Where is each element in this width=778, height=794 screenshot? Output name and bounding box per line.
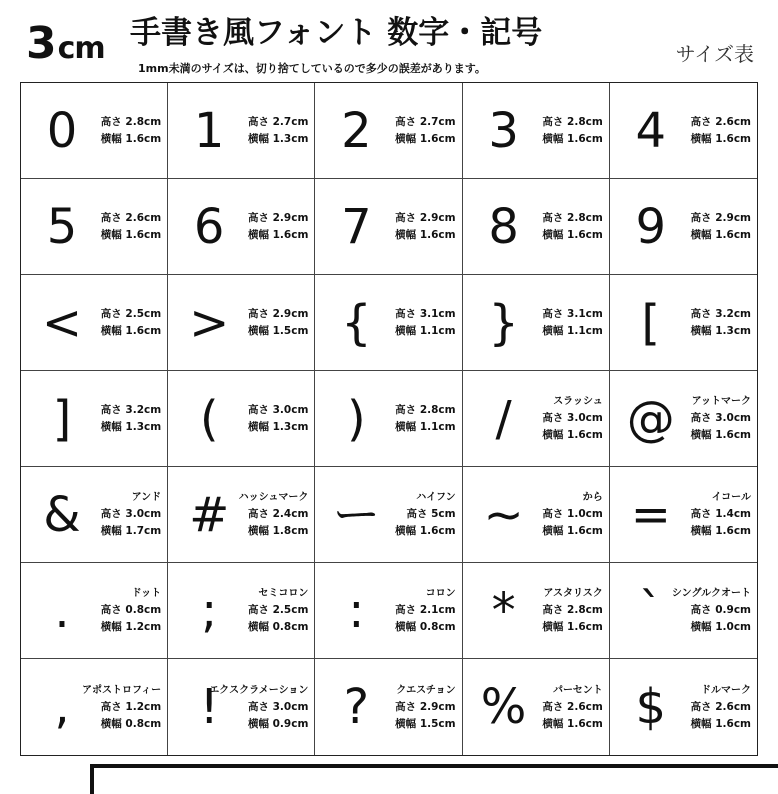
glyph-height: 高さ 3.2cm xyxy=(690,307,751,320)
glyph-sample: [ xyxy=(641,294,661,351)
glyph-width: 横幅 1.6cm xyxy=(690,132,751,145)
glyph-width: 横幅 1.6cm xyxy=(100,324,162,337)
glyph-info xyxy=(395,179,455,274)
glyph-sample: ! xyxy=(199,679,219,735)
glyph-width: 横幅 1.1cm xyxy=(542,324,603,337)
glyph-sample: , xyxy=(54,679,70,735)
glyph-height: 高さ 2.9cm xyxy=(247,211,309,224)
glyph-cell xyxy=(610,179,757,275)
glyph-info xyxy=(691,659,751,755)
glyph-height: 高さ 2.9cm xyxy=(690,211,751,224)
glyph-height: 高さ 2.9cm xyxy=(395,211,456,224)
glyph-width: 横幅 1.6cm xyxy=(690,717,751,730)
glyph-sample: $ xyxy=(635,679,667,735)
glyph-height: 高さ 2.8cm xyxy=(100,115,162,128)
glyph-width: 横幅 1.5cm xyxy=(395,717,456,730)
glyph-width: 横幅 1.6cm xyxy=(690,525,751,537)
glyph-info xyxy=(542,659,602,755)
glyph-cell xyxy=(315,275,462,371)
glyph-info xyxy=(248,275,308,370)
glyph-cell xyxy=(463,563,610,659)
glyph-height: 高さ 3.0cm xyxy=(247,700,309,713)
glyph-cell xyxy=(610,275,757,371)
glyph-info xyxy=(395,275,455,370)
glyph-caption: イコール xyxy=(711,492,751,503)
glyph-sample: ) xyxy=(347,390,366,447)
glyph-sample: 7 xyxy=(341,198,372,255)
glyph-cell xyxy=(168,467,315,563)
glyph-cell xyxy=(168,83,315,179)
bottom-frame xyxy=(90,764,778,794)
glyph-info xyxy=(248,83,308,178)
glyph-width: 横幅 0.8cm xyxy=(247,621,309,633)
glyph-cell xyxy=(463,659,610,755)
glyph-height: 高さ 2.6cm xyxy=(100,211,162,224)
glyph-sample: > xyxy=(189,294,230,351)
glyph-caption: アポストロフィー xyxy=(81,684,162,696)
glyph-info xyxy=(395,563,455,658)
glyph-info xyxy=(691,371,751,466)
glyph-info xyxy=(239,467,309,562)
glyph-height: 高さ 3.0cm xyxy=(542,412,603,424)
glyph-height: 高さ 3.0cm xyxy=(690,412,751,424)
glyph-caption: ドット xyxy=(131,588,162,599)
glyph-width: 横幅 1.6cm xyxy=(542,621,603,633)
glyph-sample: : xyxy=(348,582,365,639)
glyph-info xyxy=(691,179,751,274)
glyph-cell xyxy=(315,83,462,179)
glyph-width: 横幅 1.6cm xyxy=(542,717,603,730)
glyph-height: 高さ 3.2cm xyxy=(100,403,162,416)
glyph-width: 横幅 0.9cm xyxy=(247,717,309,730)
glyph-cell xyxy=(463,275,610,371)
glyph-sample: . xyxy=(54,582,70,639)
glyph-width: 横幅 1.3cm xyxy=(247,420,309,433)
glyph-width: 横幅 1.3cm xyxy=(690,324,751,337)
glyph-sample: { xyxy=(341,294,372,351)
glyph-sample: % xyxy=(480,679,527,735)
glyph-sample: 9 xyxy=(635,198,667,255)
glyph-sample: 6 xyxy=(193,198,225,255)
glyph-sample: 2 xyxy=(341,102,372,159)
glyph-height: 高さ 2.8cm xyxy=(542,604,603,616)
glyph-width: 横幅 1.6cm xyxy=(690,429,751,441)
glyph-sample: ? xyxy=(343,679,370,735)
glyph-caption: シングルクオート xyxy=(671,588,751,599)
glyph-sample: ; xyxy=(201,582,218,639)
glyph-sample: ~ xyxy=(483,486,524,543)
glyph-width: 横幅 1.6cm xyxy=(690,228,751,241)
glyph-sample: @ xyxy=(626,390,675,447)
glyph-cell xyxy=(168,179,315,275)
glyph-info xyxy=(248,371,308,466)
glyph-width: 横幅 1.6cm xyxy=(395,228,456,241)
glyph-width: 横幅 1.6cm xyxy=(542,228,603,241)
glyph-info xyxy=(542,467,602,562)
glyph-cell xyxy=(463,467,610,563)
size-label xyxy=(26,18,105,69)
glyph-caption: ハッシュマーク xyxy=(238,492,309,503)
glyph-height: 高さ 1.0cm xyxy=(542,508,603,520)
glyph-height: 高さ 2.4cm xyxy=(247,508,309,520)
glyph-info xyxy=(101,371,161,466)
glyph-info xyxy=(101,275,161,370)
glyph-height: 高さ 2.8cm xyxy=(395,403,456,416)
glyph-width: 横幅 1.1cm xyxy=(395,420,456,433)
page-title: 手書き風フォント 数字・記号 xyxy=(130,15,543,51)
glyph-sample: ` xyxy=(638,582,663,639)
glyph-cell xyxy=(610,467,757,563)
glyph-cell xyxy=(21,371,168,467)
glyph-cell xyxy=(463,371,610,467)
glyph-info xyxy=(395,83,455,178)
glyph-cell xyxy=(610,563,757,659)
glyph-width: 横幅 1.2cm xyxy=(100,621,162,633)
glyph-height: 高さ 2.7cm xyxy=(395,115,456,128)
glyph-info xyxy=(542,563,602,658)
glyph-sample: 5 xyxy=(46,198,78,255)
glyph-width: 横幅 1.6cm xyxy=(542,429,603,441)
size-unit: cm xyxy=(57,31,105,66)
glyph-info xyxy=(395,467,455,562)
glyph-cell xyxy=(168,275,315,371)
glyph-height: 高さ 0.9cm xyxy=(690,604,751,616)
page-subtitle: 1mm未満のサイズは、切り捨てしているので多少の誤差があります。 xyxy=(138,62,486,75)
glyph-cell xyxy=(315,659,462,755)
glyph-height: 高さ 1.2cm xyxy=(100,700,162,713)
glyph-sample: # xyxy=(189,486,230,543)
glyph-cell xyxy=(315,179,462,275)
glyph-height: 高さ 2.9cm xyxy=(247,307,309,320)
glyph-info xyxy=(672,563,751,658)
glyph-info xyxy=(248,563,308,658)
glyph-cell xyxy=(315,467,462,563)
glyph-caption: セミコロン xyxy=(258,588,309,599)
glyph-caption: ハイフン xyxy=(416,492,456,503)
glyph-cell xyxy=(21,83,168,179)
glyph-cell xyxy=(21,467,168,563)
glyph-height: 高さ 3.0cm xyxy=(100,508,162,520)
glyph-width: 横幅 1.0cm xyxy=(690,621,751,633)
glyph-info xyxy=(691,83,751,178)
glyph-info xyxy=(101,83,161,178)
glyph-cell xyxy=(21,659,168,755)
glyph-sample: 3 xyxy=(488,102,519,159)
glyph-cell xyxy=(315,563,462,659)
glyph-height: 高さ 2.1cm xyxy=(395,604,456,616)
glyph-width: 横幅 1.6cm xyxy=(542,132,603,145)
glyph-sample: / xyxy=(495,390,512,447)
glyph-info xyxy=(542,275,602,370)
glyph-cell xyxy=(168,563,315,659)
glyph-info xyxy=(542,371,602,466)
glyph-caption: パーセント xyxy=(552,684,603,696)
glyph-caption: ドルマーク xyxy=(700,684,751,696)
glyph-info xyxy=(691,275,751,370)
glyph-width: 横幅 1.3cm xyxy=(247,132,309,145)
table-label: サイズ表 xyxy=(675,42,754,66)
glyph-sample: } xyxy=(488,294,519,351)
glyph-height: 高さ 0.8cm xyxy=(100,604,162,616)
glyph-cell xyxy=(610,659,757,755)
glyph-info xyxy=(101,179,161,274)
glyph-height: 高さ 2.5cm xyxy=(247,604,309,616)
glyph-info xyxy=(82,659,161,755)
glyph-caption: スラッシュ xyxy=(553,396,603,407)
glyph-cell xyxy=(463,83,610,179)
glyph-sample: = xyxy=(630,486,671,543)
glyph-sample: 4 xyxy=(635,102,667,159)
glyph-cell xyxy=(168,659,315,755)
glyph-height: 高さ 2.5cm xyxy=(100,307,162,320)
glyph-cell xyxy=(610,371,757,467)
glyph-width: 横幅 1.6cm xyxy=(247,228,309,241)
glyph-height: 高さ 2.6cm xyxy=(690,700,751,713)
glyph-sample: 1 xyxy=(193,102,225,159)
glyph-width: 横幅 1.6cm xyxy=(100,228,162,241)
glyph-height: 高さ 2.6cm xyxy=(542,700,603,713)
glyph-info xyxy=(395,659,455,755)
glyph-sample: * xyxy=(491,582,516,639)
glyph-width: 横幅 0.8cm xyxy=(100,717,162,730)
glyph-width: 横幅 1.6cm xyxy=(100,132,162,145)
glyph-caption: アットマーク xyxy=(691,396,751,407)
glyph-sample: ( xyxy=(199,390,219,447)
glyph-cell xyxy=(315,371,462,467)
glyph-width: 横幅 1.8cm xyxy=(247,525,309,537)
glyph-info xyxy=(691,467,751,562)
glyph-height: 高さ 2.8cm xyxy=(542,115,603,128)
glyph-width: 横幅 1.5cm xyxy=(247,324,309,337)
glyph-sample: < xyxy=(41,294,83,351)
glyph-caption: から xyxy=(582,492,603,503)
glyph-width: 横幅 1.6cm xyxy=(395,132,456,145)
glyph-info xyxy=(542,83,602,178)
glyph-sample: 8 xyxy=(488,198,519,255)
glyph-info xyxy=(101,563,161,658)
glyph-cell xyxy=(21,179,168,275)
glyph-width: 横幅 1.3cm xyxy=(100,420,162,433)
glyph-caption: クエスチョン xyxy=(396,684,456,696)
size-table xyxy=(20,82,758,756)
glyph-width: 横幅 1.6cm xyxy=(542,525,603,537)
glyph-sample: ー xyxy=(332,486,381,543)
glyph-height: 高さ 2.6cm xyxy=(690,115,751,128)
glyph-caption: エクスクラメーション xyxy=(209,684,309,696)
glyph-cell xyxy=(168,371,315,467)
glyph-info xyxy=(395,371,455,466)
glyph-caption: コロン xyxy=(425,588,456,599)
glyph-width: 横幅 1.1cm xyxy=(395,324,456,337)
glyph-height: 高さ 3.1cm xyxy=(395,307,456,320)
glyph-sample: 0 xyxy=(46,102,78,159)
glyph-width: 横幅 0.8cm xyxy=(395,621,456,633)
glyph-info xyxy=(248,179,308,274)
glyph-height: 高さ 2.7cm xyxy=(247,115,309,128)
glyph-sample: & xyxy=(43,486,81,543)
glyph-cell xyxy=(463,179,610,275)
glyph-caption: アンド xyxy=(131,492,162,503)
glyph-height: 高さ 2.8cm xyxy=(542,211,603,224)
size-number: 3 xyxy=(26,18,56,69)
glyph-info xyxy=(542,179,602,274)
glyph-sample: ] xyxy=(52,390,72,447)
glyph-cell xyxy=(21,563,168,659)
glyph-info xyxy=(209,659,308,755)
glyph-height: 高さ 5cm xyxy=(406,508,456,520)
glyph-cell xyxy=(610,83,757,179)
glyph-height: 高さ 1.4cm xyxy=(690,508,751,520)
glyph-width: 横幅 1.6cm xyxy=(395,525,456,537)
glyph-width: 横幅 1.7cm xyxy=(100,525,162,537)
glyph-caption: アスタリスク xyxy=(543,588,603,599)
glyph-info xyxy=(101,467,161,562)
glyph-height: 高さ 2.9cm xyxy=(395,700,456,713)
glyph-height: 高さ 3.1cm xyxy=(542,307,603,320)
glyph-cell xyxy=(21,275,168,371)
glyph-height: 高さ 3.0cm xyxy=(247,403,309,416)
